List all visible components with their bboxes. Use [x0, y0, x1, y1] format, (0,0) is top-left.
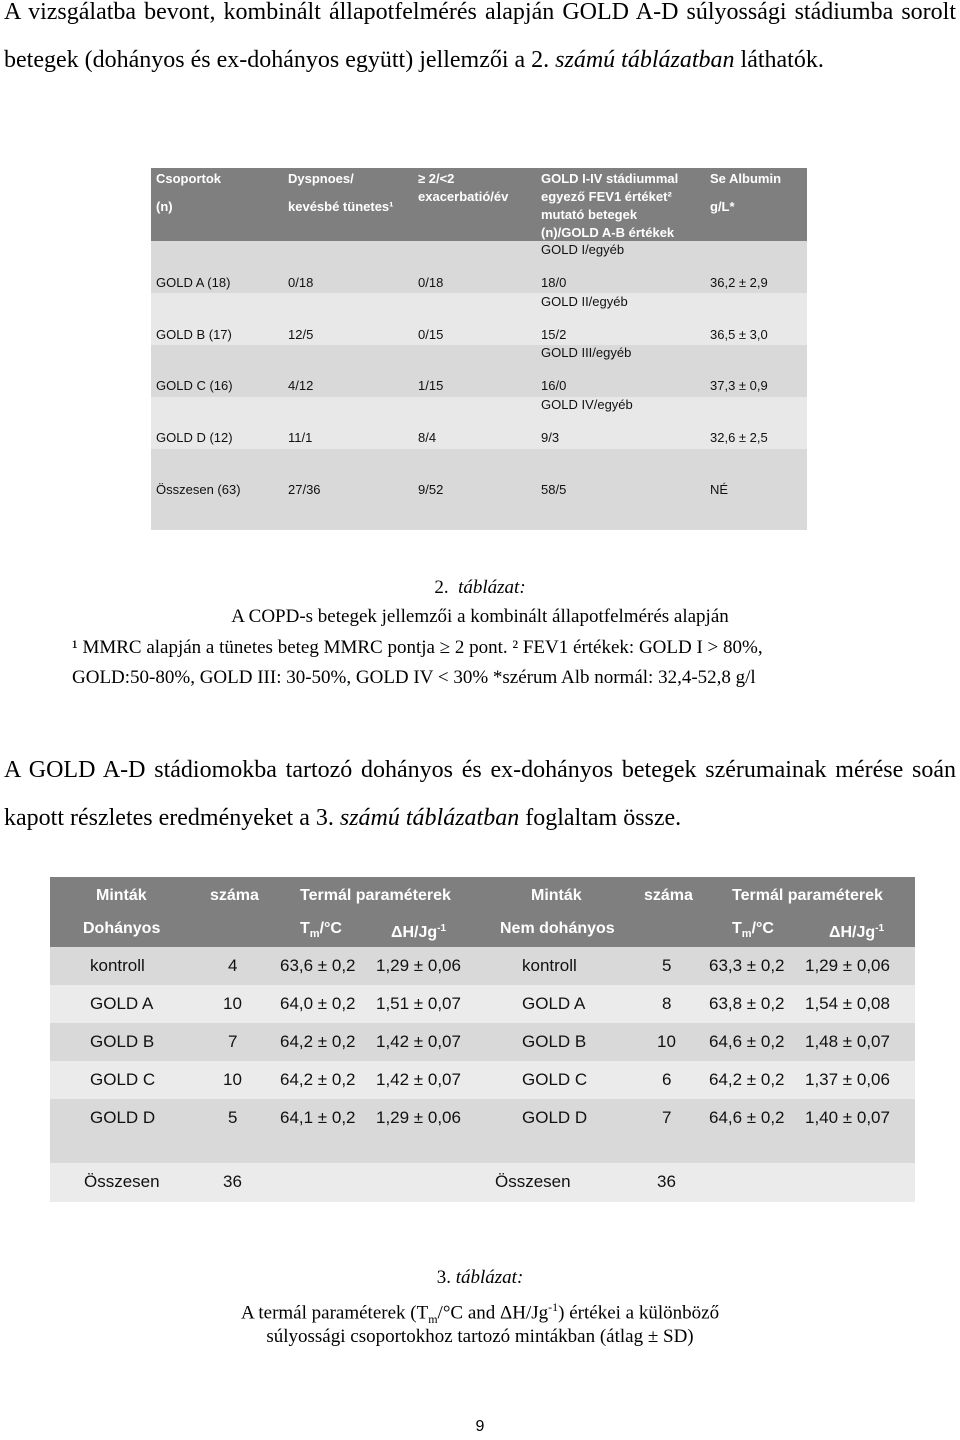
table-2-header: [151, 168, 807, 241]
table-2-footnote-2: GOLD:50-80%, GOLD III: 30-50%, GOLD IV < 30% *szérum Alb normál: 32,4-52,8 g/l: [72, 667, 756, 688]
intro-text-end: láthatók.: [734, 47, 824, 73]
table-row: GOLD II/egyéb GOLD B (17) 12/5 0/15 15/2 36,5 ± 3,0: [151, 293, 807, 345]
header-dyspnoe: Dyspnoes/ kevésbé tünetes¹: [288, 171, 394, 214]
table-3-caption-title: A termál paraméterek ($T_m/^\circ C$ and $\Delta H/Jg^{-1}$) értékei a különböző: [240, 1300, 720, 1327]
table-row: kontroll 4 63,6 ± 0,2 1,29 ± 0,06 kontroll 5 63,3 ± 0,2 1,29 ± 0,06: [50, 947, 915, 985]
table-2-footnote-1: ¹ MMRC alapján a tünetes beteg MMRC pontja ≥ 2 pont. ² FEV1 értékek: GOLD I > 80%,: [72, 637, 763, 658]
intro-paragraph: [4, 0, 956, 84]
table-row: GOLD C 10 64,2 ± 0,2 1,42 ± 0,07 GOLD C 6 64,2 ± 0,2 1,37 ± 0,06: [50, 1061, 915, 1099]
intro-text: A vizsgálatba bevont, kombinált állapotfelmérés alapján GOLD A-D súlyossági stádiumba sorolt betegek (dohányos és ex-dohányos együtt) jellemzői a 2.: [4, 0, 956, 73]
intro-table-ref: számú táblázatban: [555, 47, 735, 73]
tm-header-right: $T_m/^\circ C$: [732, 920, 774, 940]
table-2: [151, 168, 807, 530]
table-row-total: Összesen (63) 27/36 9/52 58/5 NÉ: [151, 449, 807, 530]
table-3-header-2: Dohányos $T_m/^\circ C$ $\Delta H/Jg^{-1}$ Nem dohányos $T_m/^\circ C$ $\Delta H/Jg^{-1}$: [50, 911, 915, 947]
table-row: GOLD A 10 64,0 ± 0,2 1,51 ± 0,07 GOLD A 8 63,8 ± 0,2 1,54 ± 0,08: [50, 985, 915, 1023]
dh-header: $\Delta H/Jg^{-1}$: [391, 923, 447, 941]
table-2-caption-title: A COPD-s betegek jellemzői a kombinált állapotfelmérés alapján: [231, 606, 729, 627]
table-row: GOLD I/egyéb GOLD A (18) 0/18 0/18 18/0 36,2 ± 2,9: [151, 241, 807, 293]
table-row: GOLD IV/egyéb GOLD D (12) 11/1 8/4 9/3 32,6 ± 2,5: [151, 397, 807, 449]
table-row: GOLD B 7 64,2 ± 0,2 1,42 ± 0,07 GOLD B 10 64,6 ± 0,2 1,48 ± 0,07: [50, 1023, 915, 1061]
header-groups: Csoportok (n): [156, 171, 221, 214]
table-3: [50, 877, 915, 1202]
table-3-caption-line3: súlyossági csoportokhoz tartozó mintákban (átlag ± SD): [266, 1326, 694, 1347]
results-table-ref: számú táblázatban: [339, 805, 520, 831]
results-paragraph: A GOLD A-D stádiomokba tartozó dohányos és ex-dohányos betegek szérumainak mérése soán kapott részletes eredményeket a 3. számú táblázatban foglaltam össze.: [4, 757, 956, 831]
page-number: 9: [475, 1418, 485, 1435]
table-2-caption-label: 2. táblázat:: [434, 577, 526, 598]
header-exacerbation: ≥ 2/<2 exacerbatió/év: [418, 171, 509, 204]
header-albumin: Se Albumin g/L*: [710, 171, 782, 214]
table-3-header-1: Minták száma Termál paraméterek Minták száma Termál paraméterek: [50, 877, 915, 915]
dh-header-right: $\Delta H/Jg^{-1}$: [829, 923, 885, 941]
tm-header: $T_m/^\circ C$: [300, 920, 342, 940]
table-row: GOLD III/egyéb GOLD C (16) 4/12 1/15 16/0 37,3 ± 0,9: [151, 345, 807, 397]
table-3-caption-label: 3. táblázat:: [436, 1267, 524, 1288]
header-gold-stage: GOLD I-IV stádiummal egyező FEV1 értéket² mutató betegek (n)/GOLD A-B értékek: [541, 171, 679, 240]
table-row-total: Összesen 36 Összesen 36: [50, 1163, 915, 1202]
table-row: GOLD D 5 64,1 ± 0,2 1,29 ± 0,06 GOLD D 7 64,6 ± 0,2 1,40 ± 0,07: [50, 1099, 915, 1163]
